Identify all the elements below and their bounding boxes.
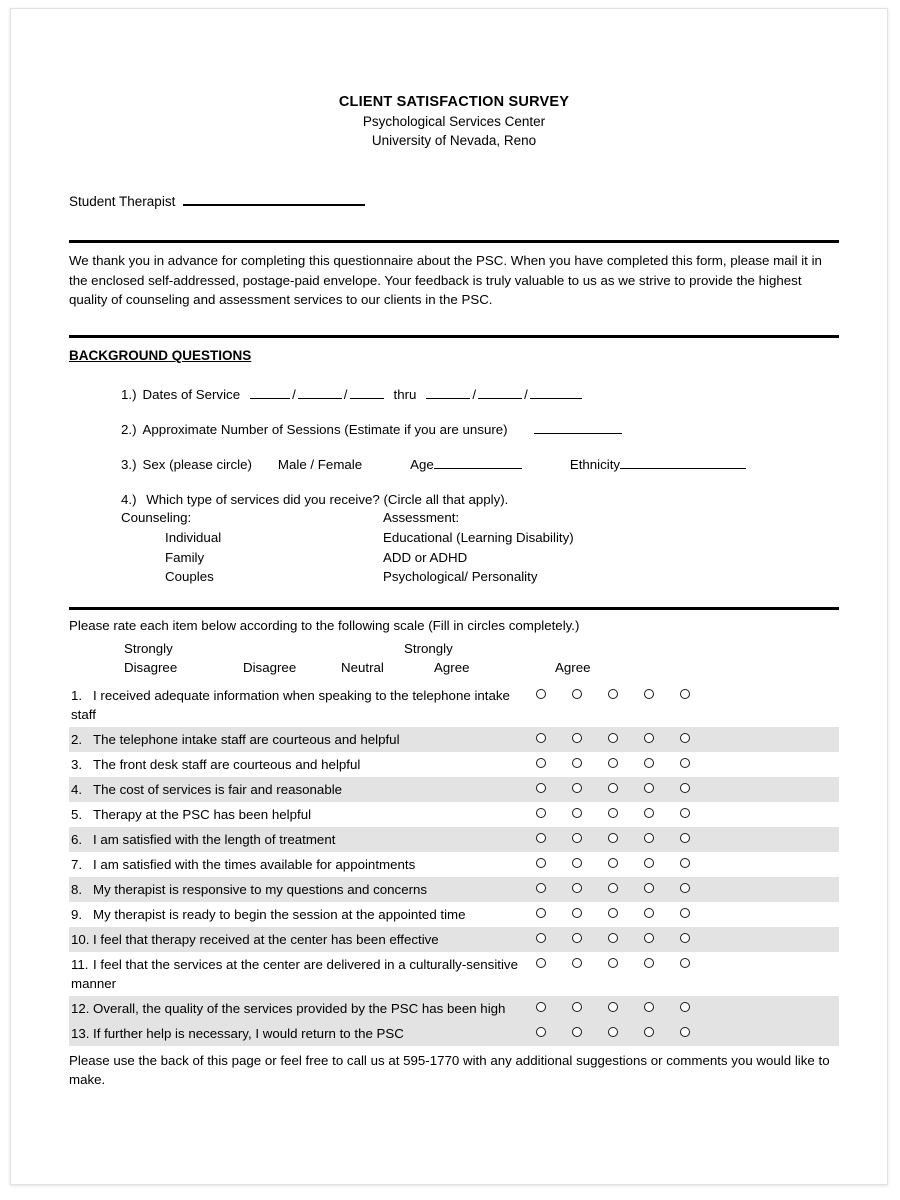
student-therapist-label: Student Therapist: [69, 194, 176, 209]
rating-bubble-1[interactable]: [536, 958, 546, 968]
rating-item-label: My therapist is responsive to my questions and concerns: [93, 881, 428, 897]
rating-bubble-1[interactable]: [536, 933, 546, 943]
rating-bubble-group: [524, 733, 839, 749]
rating-bubble-2[interactable]: [572, 958, 582, 968]
rating-bubble-3[interactable]: [608, 1027, 618, 1037]
rating-bubble-group: [524, 689, 839, 705]
table-row: [69, 802, 839, 827]
rating-bubble-2[interactable]: [572, 883, 582, 893]
rating-item-label: If further help is necessary, I would return to the PSC: [93, 1025, 404, 1041]
document-body: [69, 9, 839, 1090]
question-2-label: Approximate Number of Sessions (Estimate if you are unsure): [142, 421, 508, 437]
table-row: [69, 752, 839, 777]
question-1-dates-of-service: [121, 387, 839, 402]
date-slash-4: /: [524, 386, 528, 402]
rating-bubble-2[interactable]: [572, 733, 582, 743]
rating-item-label: The telephone intake staff are courteous and helpful: [93, 731, 400, 747]
divider-rating: [69, 607, 839, 610]
table-row: [69, 902, 839, 927]
rating-bubble-3[interactable]: [608, 1002, 618, 1012]
rating-bubble-4[interactable]: [644, 883, 654, 893]
rating-item-text: [69, 802, 531, 827]
table-row: [69, 927, 839, 952]
counseling-option-family[interactable]: Family: [165, 549, 205, 565]
counseling-options: [121, 528, 383, 587]
rating-item-text: [69, 777, 531, 802]
question-1-number: 1.): [121, 386, 137, 402]
rating-bubble-5[interactable]: [680, 689, 690, 699]
rating-bubble-5[interactable]: [680, 1002, 690, 1012]
rating-bubble-group: [524, 1002, 839, 1018]
rating-item-text: [69, 996, 531, 1021]
rating-item-text: [69, 727, 531, 752]
rating-item-number: 7.: [71, 856, 83, 872]
date-end-year-input[interactable]: [530, 387, 582, 399]
scale-header: [69, 641, 839, 683]
age-label: Age: [410, 456, 434, 472]
scale-label-5-bottom: Agree: [555, 659, 591, 675]
rating-bubble-2[interactable]: [572, 1027, 582, 1037]
rating-bubble-4[interactable]: [644, 689, 654, 699]
rating-item-label: Overall, the quality of the services provided by the PSC has been high: [93, 1000, 506, 1016]
rating-bubble-3[interactable]: [608, 883, 618, 893]
background-questions-heading: BACKGROUND QUESTIONS: [69, 347, 252, 363]
background-heading-wrap: [69, 338, 839, 365]
document-page: [10, 8, 888, 1185]
rating-bubble-2[interactable]: [572, 1002, 582, 1012]
date-start-month-input[interactable]: [250, 387, 290, 399]
scale-label-1-bottom: Disagree: [124, 659, 178, 675]
rating-bubble-5[interactable]: [680, 733, 690, 743]
rating-bubble-4[interactable]: [644, 1027, 654, 1037]
rating-bubble-5[interactable]: [680, 908, 690, 918]
rating-bubble-2[interactable]: [572, 833, 582, 843]
rating-bubble-1[interactable]: [536, 758, 546, 768]
rating-item-number: 10.: [71, 931, 90, 947]
rating-bubble-5[interactable]: [680, 858, 690, 868]
rating-item-number: 4.: [71, 781, 83, 797]
question-3-label: Sex (please circle): [142, 456, 252, 472]
divider-top: [69, 240, 839, 243]
rating-bubble-5[interactable]: [680, 883, 690, 893]
assessment-option-add-adhd[interactable]: ADD or ADHD: [383, 549, 468, 565]
counseling-option-couples[interactable]: Couples: [165, 569, 214, 584]
rating-item-number: 9.: [71, 906, 83, 922]
university-name: University of Nevada, Reno: [371, 133, 537, 148]
rating-item-number: 1.: [71, 687, 83, 703]
rating-bubble-4[interactable]: [644, 783, 654, 793]
rating-item-label: The front desk staff are courteous and helpful: [93, 756, 361, 772]
rating-bubble-2[interactable]: [572, 758, 582, 768]
table-row: [69, 727, 839, 752]
counseling-column: [121, 508, 383, 587]
rating-bubble-4[interactable]: [644, 908, 654, 918]
question-1-thru-label: thru: [393, 386, 417, 402]
table-row: [69, 852, 839, 877]
rating-bubble-5[interactable]: [680, 783, 690, 793]
rating-item-label: I feel that the services at the center are delivered in a culturally-sensitive manner: [71, 956, 518, 991]
rating-item-text: [69, 927, 531, 952]
rating-bubble-2[interactable]: [572, 808, 582, 818]
rating-bubble-1[interactable]: [536, 1002, 546, 1012]
student-therapist-input[interactable]: [183, 192, 365, 206]
scale-label-4-bottom: Agree: [434, 659, 470, 675]
rating-bubble-group: [524, 933, 839, 949]
question-4-label: Which type of services did you receive? (Circle all that apply).: [146, 491, 509, 507]
rating-bubble-4[interactable]: [644, 1002, 654, 1012]
date-slash-1: /: [292, 386, 296, 402]
assessment-option-psychological[interactable]: Psychological/ Personality: [383, 569, 538, 584]
services-columns: [121, 508, 839, 587]
question-2-number: 2.): [121, 421, 137, 437]
rating-bubble-group: [524, 808, 839, 824]
ethnicity-input[interactable]: [620, 457, 746, 469]
date-slash-3: /: [472, 386, 477, 402]
rating-bubble-5[interactable]: [680, 933, 690, 943]
rating-bubble-3[interactable]: [608, 933, 618, 943]
counseling-option-individual[interactable]: Individual: [165, 530, 222, 545]
rating-bubble-1[interactable]: [536, 883, 546, 893]
assessment-heading: Assessment:: [383, 509, 460, 525]
question-4-services-received: [121, 492, 839, 587]
rating-bubble-group: [524, 1027, 839, 1043]
rating-bubble-4[interactable]: [644, 833, 654, 843]
scale-label-3-bottom: Neutral: [341, 659, 384, 675]
rating-bubble-group: [524, 833, 839, 849]
rating-bubble-1[interactable]: [536, 833, 546, 843]
question-3-demographics: [121, 457, 839, 472]
ethnicity-label: Ethnicity: [569, 456, 621, 472]
rating-item-number: 13.: [71, 1025, 90, 1041]
rating-item-text: [69, 852, 531, 877]
rating-bubble-group: [524, 783, 839, 799]
rating-bubble-2[interactable]: [572, 908, 582, 918]
table-row: [69, 877, 839, 902]
table-row: [69, 683, 839, 727]
rating-bubble-3[interactable]: [608, 908, 618, 918]
student-therapist-row: [69, 192, 839, 209]
date-end-day-input[interactable]: [478, 387, 522, 399]
rating-bubble-1[interactable]: [536, 858, 546, 868]
rating-item-label: I am satisfied with the times available for appointments: [93, 856, 416, 872]
rating-bubble-3[interactable]: [608, 833, 618, 843]
rating-bubble-group: [524, 958, 839, 974]
table-row: [69, 952, 839, 996]
rating-bubble-group: [524, 758, 839, 774]
rating-bubble-3[interactable]: [608, 958, 618, 968]
rating-bubble-1[interactable]: [536, 733, 546, 743]
rating-item-number: 2.: [71, 731, 83, 747]
rating-item-text: [69, 683, 531, 727]
intro-paragraph: We thank you in advance for completing this questionnaire about the PSC. When you have completed this form, please mail it in the enclosed self-addressed, postage-paid envelope. Your feedback is truly valuable to us as we strive to provide the highest quality of counseling and assessment services to our clients in the PSC.: [69, 253, 822, 307]
table-row: [69, 777, 839, 802]
rating-bubble-group: [524, 908, 839, 924]
sex-options[interactable]: Male / Female: [277, 456, 363, 472]
rating-bubble-3[interactable]: [608, 783, 618, 793]
rating-bubble-group: [524, 883, 839, 899]
rating-bubble-2[interactable]: [572, 783, 582, 793]
rating-items-table: [69, 683, 839, 1046]
page-title: CLIENT SATISFACTION SURVEY: [338, 94, 570, 110]
rating-bubble-4[interactable]: [644, 808, 654, 818]
rating-bubble-2[interactable]: [572, 689, 582, 699]
table-row: [69, 827, 839, 852]
background-questions-list: [69, 387, 839, 587]
rating-item-number: 6.: [71, 831, 83, 847]
rating-bubble-4[interactable]: [644, 758, 654, 768]
organization-name: Psychological Services Center: [362, 114, 546, 129]
rating-item-number: 11.: [71, 956, 89, 972]
table-row: [69, 996, 839, 1021]
rating-bubble-1[interactable]: [536, 908, 546, 918]
rating-bubble-1[interactable]: [536, 689, 546, 699]
rating-item-label: Therapy at the PSC has been helpful: [93, 806, 312, 822]
table-row: [69, 1021, 839, 1046]
document-header: [69, 93, 839, 150]
age-input[interactable]: [434, 457, 522, 469]
rating-bubble-3[interactable]: [608, 758, 618, 768]
rating-bubble-5[interactable]: [680, 808, 690, 818]
date-start-year-input[interactable]: [350, 387, 384, 399]
rating-bubble-4[interactable]: [644, 933, 654, 943]
rating-bubble-2[interactable]: [572, 933, 582, 943]
rating-bubble-5[interactable]: [680, 1027, 690, 1037]
rating-bubble-3[interactable]: [608, 733, 618, 743]
rating-item-number: 8.: [71, 881, 83, 897]
rating-bubble-3[interactable]: [608, 858, 618, 868]
rating-item-text: [69, 902, 531, 927]
rating-bubble-5[interactable]: [680, 958, 690, 968]
sessions-count-input[interactable]: [534, 422, 622, 434]
rating-bubble-3[interactable]: [608, 808, 618, 818]
rating-bubble-4[interactable]: [644, 733, 654, 743]
rating-item-label: I am satisfied with the length of treatment: [93, 831, 336, 847]
rating-item-number: 12.: [71, 1000, 90, 1016]
rating-item-text: [69, 877, 531, 902]
rating-bubble-3[interactable]: [608, 689, 618, 699]
rating-item-text: [69, 1021, 531, 1046]
rating-item-text: [69, 952, 531, 996]
rating-bubble-4[interactable]: [644, 958, 654, 968]
counseling-heading: Counseling:: [121, 509, 192, 525]
question-1-label: Dates of Service: [142, 386, 241, 402]
date-end-month-input[interactable]: [426, 387, 470, 399]
rating-item-label: The cost of services is fair and reasonable: [93, 781, 343, 797]
question-3-number: 3.): [121, 456, 137, 472]
rating-bubble-5[interactable]: [680, 758, 690, 768]
rating-bubble-5[interactable]: [680, 833, 690, 843]
scale-label-1-top: Strongly: [124, 640, 173, 656]
question-2-number-of-sessions: [121, 422, 839, 437]
rating-item-number: 5.: [71, 806, 83, 822]
assessment-column: [383, 508, 574, 587]
date-slash-2: /: [343, 386, 348, 402]
rating-bubble-1[interactable]: [536, 783, 546, 793]
rating-item-number: 3.: [71, 756, 83, 772]
assessment-option-educational[interactable]: Educational (Learning Disability): [383, 530, 574, 545]
question-4-number: 4.): [121, 491, 137, 507]
rating-instruction: Please rate each item below according to the following scale (Fill in circles completely.): [69, 617, 580, 633]
scale-label-2-bottom: Disagree: [243, 659, 297, 675]
rating-item-text: [69, 752, 531, 777]
rating-bubble-1[interactable]: [536, 1027, 546, 1037]
footer-note: Please use the back of this page or feel free to call us at 595-1770 with any additional suggestions or comments you would like to make.: [69, 1052, 830, 1087]
rating-item-text: [69, 827, 531, 852]
rating-item-label: I received adequate information when speaking to the telephone intake staff: [71, 687, 510, 722]
rating-item-label: I feel that therapy received at the center has been effective: [93, 931, 439, 947]
assessment-options: [383, 528, 574, 587]
rating-bubble-1[interactable]: [536, 808, 546, 818]
rating-bubble-2[interactable]: [572, 858, 582, 868]
rating-bubble-4[interactable]: [644, 858, 654, 868]
rating-item-label: My therapist is ready to begin the session at the appointed time: [93, 906, 466, 922]
scale-label-4-top: Strongly: [404, 640, 453, 656]
rating-bubble-group: [524, 858, 839, 874]
date-start-day-input[interactable]: [298, 387, 342, 399]
